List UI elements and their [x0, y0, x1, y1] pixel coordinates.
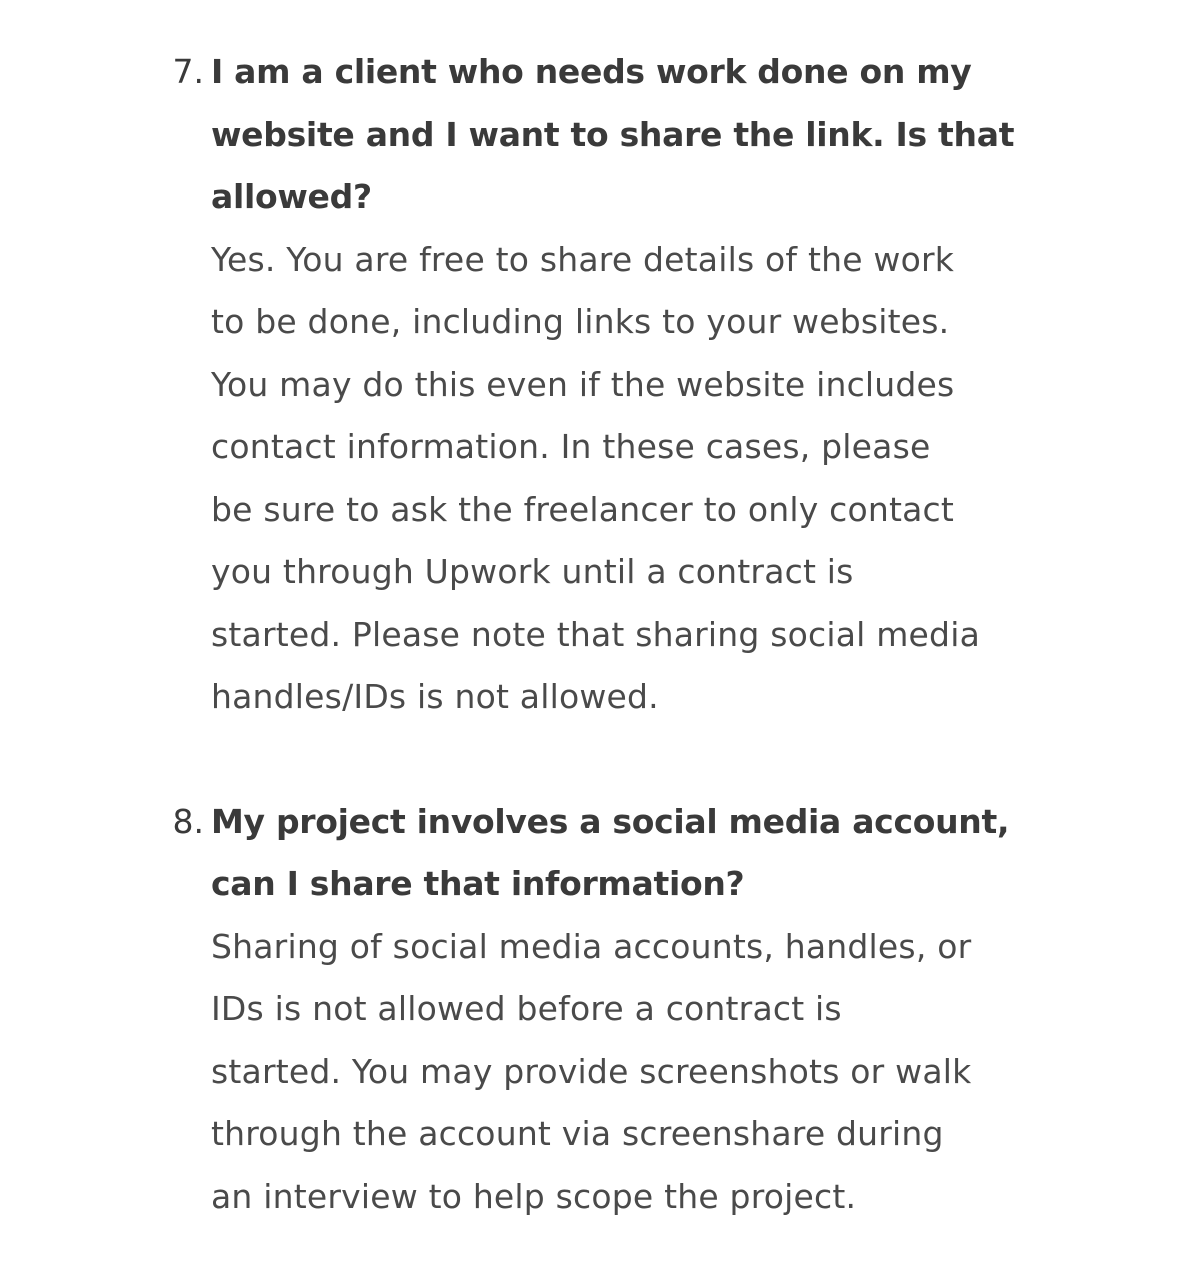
- answer-line: Yes. You are free to share details of the work: [211, 239, 955, 279]
- question-line: website and I want to share the link. Is that: [211, 114, 1015, 154]
- answer-line: You may do this even if the website includes: [211, 364, 955, 404]
- answer-line: an interview to help scope the project.: [211, 1176, 857, 1216]
- faq-number: 8.: [172, 801, 204, 841]
- faq-list: [0, 41, 1178, 1228]
- question-line: allowed?: [211, 177, 372, 216]
- answer-line: be sure to ask the freelancer to only contact: [211, 489, 955, 529]
- faq-question: [211, 791, 1178, 916]
- answer-line: to be done, including links to your websites.: [211, 302, 950, 341]
- answer-line: through the account via screenshare during: [211, 1114, 944, 1153]
- question-line: can I share that information?: [211, 864, 745, 903]
- answer-line: started. You may provide screenshots or walk: [211, 1051, 972, 1091]
- answer-line: started. Please note that sharing social media: [211, 614, 980, 654]
- faq-number: 7.: [172, 52, 204, 91]
- answer-line: handles/IDs is not allowed.: [211, 677, 659, 716]
- faq-item-8: [0, 791, 1178, 1229]
- faq-question: [211, 41, 1178, 229]
- question-line: My project involves a social media account,: [211, 801, 1010, 841]
- faq-answer: [211, 916, 1178, 1229]
- answer-line: contact information. In these cases, please: [211, 427, 931, 466]
- question-line: I am a client who needs work done on my: [211, 52, 972, 91]
- answer-line: Sharing of social media accounts, handles, or: [211, 926, 972, 966]
- faq-answer: [211, 229, 1178, 729]
- answer-line: IDs is not allowed before a contract is: [211, 989, 842, 1028]
- faq-item-7: [0, 41, 1178, 729]
- answer-line: you through Upwork until a contract is: [211, 552, 854, 591]
